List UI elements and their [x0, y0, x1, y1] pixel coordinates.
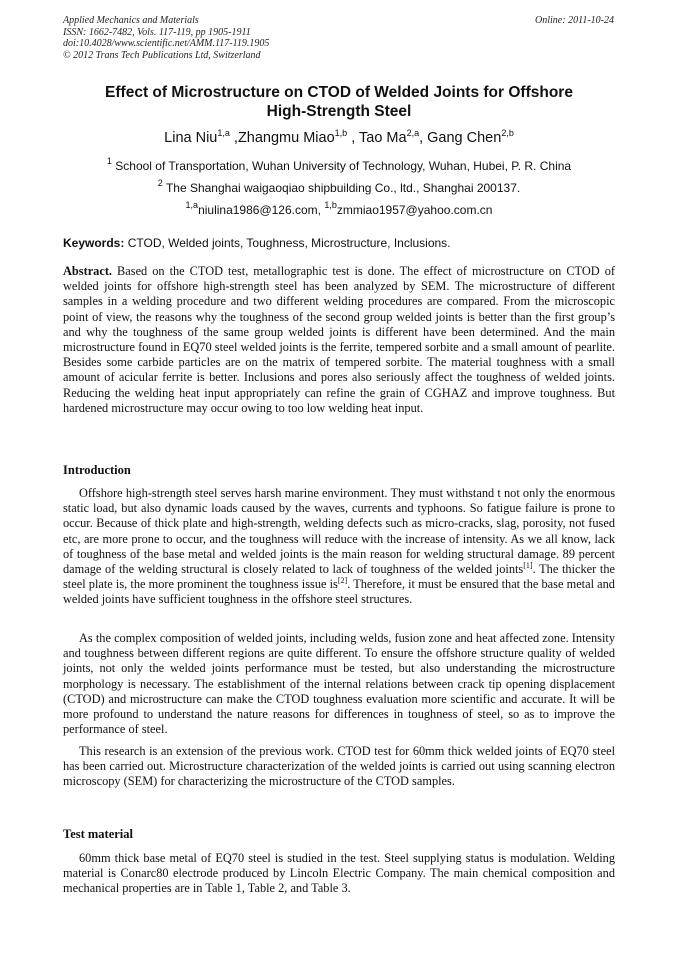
- section-heading-introduction: Introduction: [63, 463, 131, 477]
- keywords-label: Keywords:: [63, 236, 125, 250]
- affiliation-text: The Shanghai waigaoqiao shipbuilding Co., ltd., Shanghai 200137.: [165, 181, 521, 195]
- author-list: Lina Niu$^{1,a}$ ,Zhangmu Miao$^{1,b}$ , Tao Ma$^{2,a}$, Gang Chen$^{2,b}$: [164, 128, 514, 146]
- intro-text: . The thicker the steel plate is, the more prominent the toughness issue is: [63, 562, 615, 592]
- email-address: niulina1986@126.com,: [198, 203, 321, 217]
- author-name: Tao Ma: [359, 130, 407, 146]
- affiliation-sup: 1: [106, 156, 112, 166]
- email-address: zmmiao1957@yahoo.com.cn: [336, 203, 493, 217]
- doi-line: doi:10.4028/www.scientific.net/AMM.117-119.1905: [63, 38, 270, 49]
- affiliation-text: School of Transportation, Wuhan University of Technology, Wuhan, Hubei, P. R. China: [115, 159, 572, 173]
- intro-text: . Therefore, it must be ensured that the base metal and welded joints have sufficient toughness in the offshore steel structures.: [63, 577, 615, 607]
- abstract-text: Based on the CTOD test, metallographic test is done. The effect of microstructure on CTOD of welded joints for offshore high-strength steel has been analyzed by SEM. The microstructure of different samples in a welding procedure and two different welding procedures are compared. From the microscopic point of view, the reasons why the toughness of the second group welded joints is better than the first group’s and why the toughness of the same group welded joints is different have been determined. And the main microstructure found in EQ70 steel welded joints is the ferrite, tempered sorbite and a small amount of pearlite. Besides some carbide particles are on the matrix of tempered sorbite. The material toughness with a small amount of acicular ferrite is better. Inclusions and pores also seriously affect the toughness of welded joints. Reducing the welding heat input appropriately can refine the grain of CGHAZ and improve toughness. But hardened microstructure may occur owing to too low welding heat input.: [63, 264, 615, 415]
- intro-paragraph-1: [63, 486, 615, 608]
- section-heading-test-material: Test material: [63, 827, 134, 841]
- author-sup: 2,a: [406, 128, 420, 138]
- paper-title: [63, 83, 615, 121]
- email-sup: 1,b: [324, 200, 337, 210]
- online-date: Online: 2011-10-24: [535, 15, 614, 26]
- issn-line: ISSN: 1662-7482, Vols. 117-119, pp 1905-1911: [63, 26, 251, 38]
- test-material-paragraph: 60mm thick base metal of EQ70 steel is studied in the test. Steel supplying status is modulation. Welding material is Conarc80 electrode produced by Lincoln Electric Company. The main chemical composition and mechanical properties are in Table 1, Table 2, and Table 3.: [63, 851, 615, 896]
- author-sup: 1,b: [334, 128, 348, 138]
- citation: [1]: [523, 560, 533, 570]
- title-line-1: Effect of Microstructure on CTOD of Welded Joints for Offshore: [105, 84, 573, 101]
- copyright-line: © 2012 Trans Tech Publications Ltd, Switzerland: [63, 49, 261, 61]
- journal-name: Applied Mechanics and Materials: [63, 15, 199, 26]
- abstract-label: Abstract.: [63, 264, 113, 278]
- publication-info: [63, 15, 269, 61]
- keywords: [63, 236, 615, 250]
- intro-paragraph-2: As the complex composition of welded joints, including welds, fusion zone and heat affected zone. Intensity and toughness between different regions are quite different. To ensure the offshore structure quality of welded joints, not only the welded joints performance must be tested, but also understanding the microstructure morphology is necessary. The establishment of the internal relations between crack tip opening displacement (CTOD) and microstructure can make the CTOD toughness evaluation more scientific and accurate. It will be more profound to understand the nature reasons for differences in toughness of steel, so as to improve the performance of steel.: [63, 631, 615, 737]
- author-sup: 1,a: [217, 128, 230, 138]
- email-line: [63, 200, 615, 217]
- affiliation-2: [63, 178, 615, 195]
- author-name: Lina Niu: [164, 130, 218, 146]
- title-line-2: High-Strength Steel: [266, 103, 412, 120]
- intro-paragraph-3: This research is an extension of the previous work. CTOD test for 60mm thick welded joints of EQ70 steel has been carried out. Microstructure characterization of the welded joints is carried out using scanning electron microscopy (SEM) for characterizing the microstructure of the CTOD samples.: [63, 744, 615, 789]
- email-sup: 1,a: [185, 200, 199, 210]
- keywords-text: CTOD, Welded joints, Toughness, Microstructure, Inclusions.: [127, 236, 451, 250]
- author-sup: 2,b: [501, 128, 514, 138]
- abstract: [63, 264, 615, 416]
- citation: [2]: [337, 576, 348, 586]
- author-name: Zhangmu Miao: [237, 130, 335, 146]
- intro-text: Offshore high-strength steel serves harsh marine environment. They must withstand t not only the enormous static load, but also dynamic loads caused by the waves, currents and typhoons. So fatigue failure is prone to occur. Because of thick plate and high-strength, welding defects such as micro-cracks, slag, porosity, not fused etc, are more prone to occur, and the toughness will reduce with the increase of intensity. As we all know, lack of toughness of the base metal and welded joints is the main reason for welding structural damage. 89 percent damage of the welding structural is closely related to lack of toughness of the welded joints: [63, 486, 615, 577]
- affiliation-sup: 2: [157, 178, 163, 188]
- author-name: Gang Chen: [427, 130, 502, 146]
- affiliation-1: [63, 156, 615, 173]
